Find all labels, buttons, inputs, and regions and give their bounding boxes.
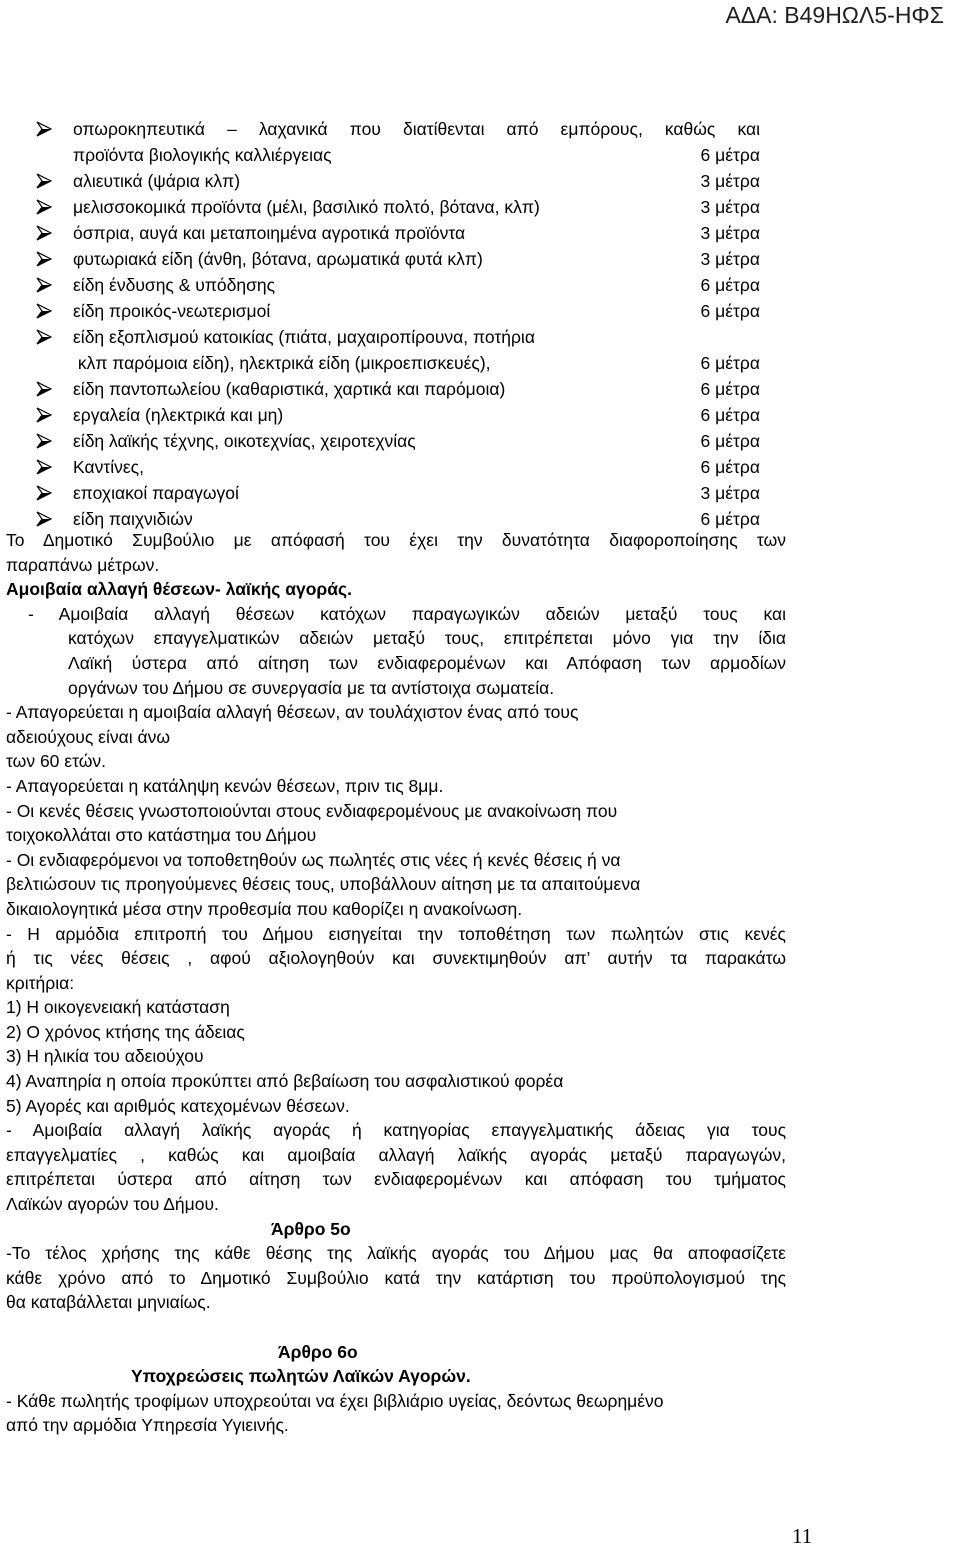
text-line: οργάνων του Δήμου σε συνεργασία με τα αντίστοιχα σωματεία. xyxy=(68,677,555,698)
text-line: - Απαγορεύεται η αμοιβαία αλλαγή θέσεων, αν τουλάχιστον ένας από τους xyxy=(6,702,579,723)
text-line: θα καταβάλλεται μηνιαίως. xyxy=(6,1292,211,1313)
item-measure: 6 μέτρα xyxy=(700,353,760,373)
text-line: δικαιολογητικά μέσα στην προθεσμία που καθορίζει η ανακοίνωση. xyxy=(6,898,523,919)
item-measure: 6 μέτρα xyxy=(700,379,760,399)
item-text: μελισσοκομικά προϊόντα (μέλι, βασιλικό πολτό, βότανα, κλπ) xyxy=(73,197,540,217)
section-heading: Άρθρο 5ο xyxy=(271,1218,351,1239)
text-line: κάθε χρόνο από το Δημοτικό Συμβούλιο κατά την κατάρτιση του προϋπολογισμού της xyxy=(6,1267,786,1288)
text-line: των 60 ετών. xyxy=(6,751,107,772)
spacer xyxy=(6,1315,786,1340)
text-line: κατόχων επαγγελματικών αδειών μεταξύ τους, επιτρέπεται μόνο για την ίδια xyxy=(68,628,786,649)
item-measure: 6 μέτρα xyxy=(700,275,760,295)
item-text: κλπ παρόμοια είδη), ηλεκτρικά είδη (μικροεπισκευές), xyxy=(73,353,491,373)
text-line: - Οι ενδιαφερόμενοι να τοποθετηθούν ως πωλητές στις νέες ή κενές θέσεις ή να xyxy=(6,849,621,870)
item-measure: 6 μέτρα xyxy=(700,457,760,477)
text-line: Λαϊκών αγορών του Δήμου. xyxy=(6,1194,219,1215)
market-categories-list xyxy=(36,116,760,532)
item-text: είδη λαϊκής τέχνης, οικοτεχνίας, χειροτεχνίας xyxy=(73,431,416,451)
list-item xyxy=(36,402,760,428)
section-heading: Άρθρο 6ο xyxy=(278,1341,358,1362)
list-item xyxy=(36,324,760,376)
item-text: φυτωριακά είδη (άνθη, βότανα, αρωματικά φυτά κλπ) xyxy=(73,249,483,269)
item-text: εποχιακοί παραγωγοί xyxy=(73,483,239,503)
text-line: αδειούχους είναι άνω xyxy=(6,726,171,747)
text-line: - Οι κενές θέσεις γνωστοποιούνται στους ενδιαφερομένους με ανακοίνωση που xyxy=(6,800,618,821)
arrowhead-bullet-icon xyxy=(36,116,56,142)
item-measure: 6 μέτρα xyxy=(700,405,760,425)
text-line: - Απαγορεύεται η κατάληψη κενών θέσεων, πριν τις 8μμ. xyxy=(6,775,444,796)
arrowhead-bullet-icon xyxy=(36,194,56,220)
text-line: 4) Αναπηρία η οποία προκύπτει από βεβαίωση του ασφαλιστικού φορέα xyxy=(6,1071,564,1092)
arrowhead-bullet-icon xyxy=(36,454,56,480)
arrowhead-bullet-icon xyxy=(36,272,56,298)
arrowhead-bullet-icon xyxy=(36,402,56,428)
item-measure: 3 μέτρα xyxy=(700,197,760,217)
item-text: αλιευτικά (ψάρια κλπ) xyxy=(73,171,241,191)
item-measure: 6 μέτρα xyxy=(700,301,760,321)
item-measure: 3 μέτρα xyxy=(700,171,760,191)
text-line: επιτρέπεται ύστερα από αίτηση των ενδιαφερομένων και απόφαση του τμήματος xyxy=(6,1169,786,1190)
item-text: όσπρια, αυγά και μεταποιημένα αγροτικά προϊόντα xyxy=(73,223,466,243)
item-measure: 3 μέτρα xyxy=(700,249,760,269)
item-text: είδη παντοπωλείου (καθαριστικά, χαρτικά και παρόμοια) xyxy=(73,379,506,399)
list-item xyxy=(36,376,760,402)
ada-code: ΑΔΑ: Β49ΗΩΛ5-ΗΦΣ xyxy=(725,2,944,28)
arrowhead-bullet-icon xyxy=(36,376,56,402)
item-text: είδη παιχνιδιών xyxy=(73,509,193,529)
section-heading: Υποχρεώσεις πωλητών Λαϊκών Αγορών. xyxy=(131,1366,471,1387)
text-line: επαγγελματίες , καθώς και αμοιβαία αλλαγή λαϊκής αγοράς μεταξύ παραγωγών, xyxy=(6,1144,786,1165)
item-text: είδη προικός-νεωτερισμοί xyxy=(73,301,271,321)
arrowhead-bullet-icon xyxy=(36,428,56,454)
list-item xyxy=(36,272,760,298)
list-item xyxy=(36,220,760,246)
item-text: εργαλεία (ηλεκτρικά και μη) xyxy=(73,405,284,425)
item-measure: 6 μέτρα xyxy=(700,509,760,529)
arrowhead-bullet-icon xyxy=(36,168,56,194)
text-line: - Αμοιβαία αλλαγή θέσεων κατόχων παραγωγικών αδειών μεταξύ τους και xyxy=(28,603,786,624)
text-line: κριτήρια: xyxy=(6,972,75,993)
item-text: είδη ένδυσης & υπόδησης xyxy=(73,275,276,295)
text-line: 1) Η οικογενειακή κατάσταση xyxy=(6,997,230,1018)
list-item xyxy=(36,454,760,480)
arrowhead-bullet-icon xyxy=(36,480,56,506)
text-line: - Κάθε πωλητής τροφίμων υποχρεούται να έχει βιβλιάριο υγείας, δεόντως θεωρημένο xyxy=(6,1390,664,1411)
text-line: από την αρμόδια Υπηρεσία Υγιεινής. xyxy=(6,1415,289,1436)
item-text: οπωροκηπευτικά – λαχανικά που διατίθενται από εμπόρους, καθώς και xyxy=(73,119,760,139)
list-item xyxy=(36,480,760,506)
list-item xyxy=(36,428,760,454)
list-item xyxy=(36,194,760,220)
text-line: - Η αρμόδια επιτροπή του Δήμου εισηγείται την τοποθέτηση των πωλητών στις κενές xyxy=(6,923,786,944)
text-line: βελτιώσουν τις προηγούμενες θέσεις τους, υποβάλλουν αίτηση με τα απαιτούμενα xyxy=(6,874,641,895)
item-measure: 3 μέτρα xyxy=(700,223,760,243)
document-body xyxy=(6,528,786,1438)
text-line: 3) Η ηλικία του αδειούχου xyxy=(6,1046,204,1067)
text-line: τοιχοκολλάται στο κατάστημα του Δήμου xyxy=(6,825,317,846)
text-line: 2) Ο χρόνος κτήσης της άδειας xyxy=(6,1021,245,1042)
page-number: 11 xyxy=(792,1524,813,1548)
text-line: -Το τέλος χρήσης της κάθε θέσης της λαϊκής αγοράς του Δήμου μας θα αποφασίζετε xyxy=(6,1243,786,1264)
item-text: είδη εξοπλισμού κατοικίας (πιάτα, μαχαιροπίρουνα, ποτήρια xyxy=(73,327,535,347)
list-item xyxy=(36,116,760,168)
arrowhead-bullet-icon xyxy=(36,324,56,350)
text-line: Λαϊκή ύστερα από αίτηση των ενδιαφερομένων και Απόφαση των αρμοδίων xyxy=(68,652,786,673)
item-measure: 6 μέτρα xyxy=(700,431,760,451)
text-line: Το Δημοτικό Συμβούλιο με απόφασή του έχει την δυνατότητα διαφοροποίησης των xyxy=(6,530,786,550)
item-measure: 3 μέτρα xyxy=(700,483,760,503)
list-item xyxy=(36,298,760,324)
arrowhead-bullet-icon xyxy=(36,298,56,324)
list-item xyxy=(36,168,760,194)
text-line: - Αμοιβαία αλλαγή λαϊκής αγοράς ή κατηγορίας επαγγελματικής άδειας για τους xyxy=(6,1120,786,1141)
item-text: προϊόντα βιολογικής καλλιέργειας xyxy=(73,145,332,165)
text-line: 5) Αγορές και αριθμός κατεχομένων θέσεων. xyxy=(6,1095,350,1116)
item-measure: 6 μέτρα xyxy=(700,145,760,165)
arrowhead-bullet-icon xyxy=(36,246,56,272)
text-line: ή τις νέες θέσεις , αφού αξιολογηθούν και συνεκτιμηθούν απ’ αυτήν τα παρακάτω xyxy=(6,948,786,969)
text-line: παραπάνω μέτρων. xyxy=(6,554,160,575)
list-item xyxy=(36,246,760,272)
arrowhead-bullet-icon xyxy=(36,220,56,246)
section-heading: Αμοιβαία αλλαγή θέσεων- λαϊκής αγοράς. xyxy=(6,579,352,600)
item-text: Καντίνες, xyxy=(73,457,144,477)
